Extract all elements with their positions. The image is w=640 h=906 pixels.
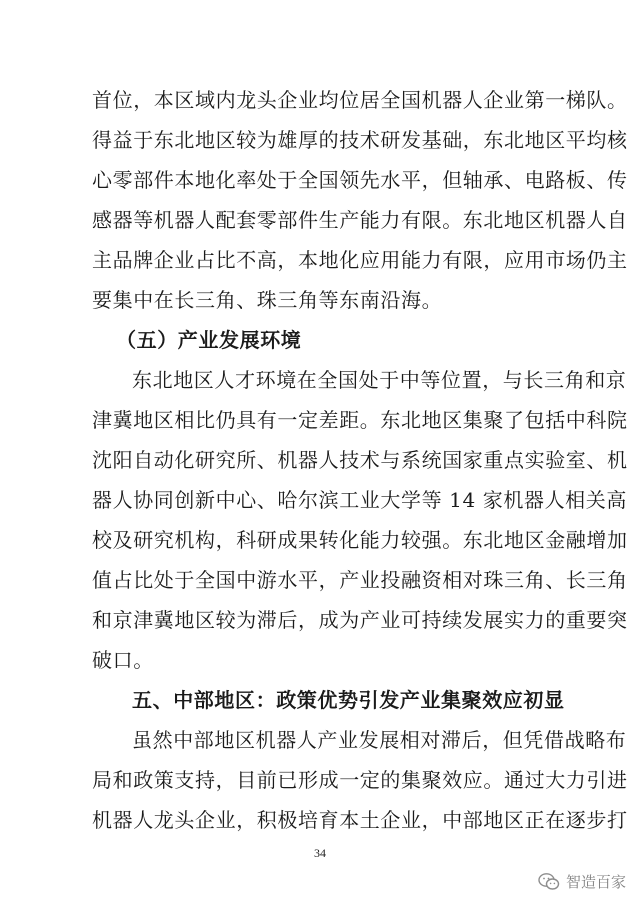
section-heading: 五、中部地区：政策优势引发产业集聚效应初显 xyxy=(132,688,565,712)
watermark-text: 智造百家 xyxy=(565,873,626,891)
text-line: 器人协同创新中心、哈尔滨工业大学等 14 家机器人相关高 xyxy=(92,488,627,512)
text-line: 虽然中部地区机器人产业发展相对滞后，但凭借战略布 xyxy=(132,728,627,752)
text-line: 感器等机器人配套零部件生产能力有限。东北地区机器人自 xyxy=(92,208,628,232)
text-line: 值占比处于全国中游水平，产业投融资相对珠三角、长三角 xyxy=(92,568,628,592)
text-line: 东北地区人才环境在全国处于中等位置，与长三角和京 xyxy=(132,368,627,392)
wechat-icon xyxy=(538,872,560,892)
text-line: 主品牌企业占比不高，本地化应用能力有限，应用市场仍主 xyxy=(92,248,628,272)
text-line: 津冀地区相比仍具有一定差距。东北地区集聚了包括中科院 xyxy=(92,408,628,432)
text-line: 和京津冀地区较为滞后，成为产业可持续发展实力的重要突 xyxy=(92,608,628,632)
section-subheading: （五）产业发展环境 xyxy=(116,328,302,352)
page-number: 34 xyxy=(314,846,326,860)
text-line: 要集中在长三角、珠三角等东南沿海。 xyxy=(92,288,443,312)
watermark xyxy=(538,871,626,892)
text-line: 校及研究机构，科研成果转化能力较强。东北地区金融增加 xyxy=(92,528,628,552)
text-line: 首位，本区域内龙头企业均位居全国机器人企业第一梯队。 xyxy=(92,88,628,112)
text-line: 心零部件本地化率处于全国领先水平，但轴承、电路板、传 xyxy=(92,168,628,192)
text-line: 局和政策支持，目前已形成一定的集聚效应。通过大力引进 xyxy=(92,768,628,792)
text-line: 机器人龙头企业，积极培育本土企业，中部地区正在逐步打 xyxy=(92,808,628,832)
text-line: 沈阳自动化研究所、机器人技术与系统国家重点实验室、机 xyxy=(92,448,628,472)
text-line: 得益于东北地区较为雄厚的技术研发基础，东北地区平均核 xyxy=(92,128,628,152)
text-line: 破口。 xyxy=(92,648,154,672)
